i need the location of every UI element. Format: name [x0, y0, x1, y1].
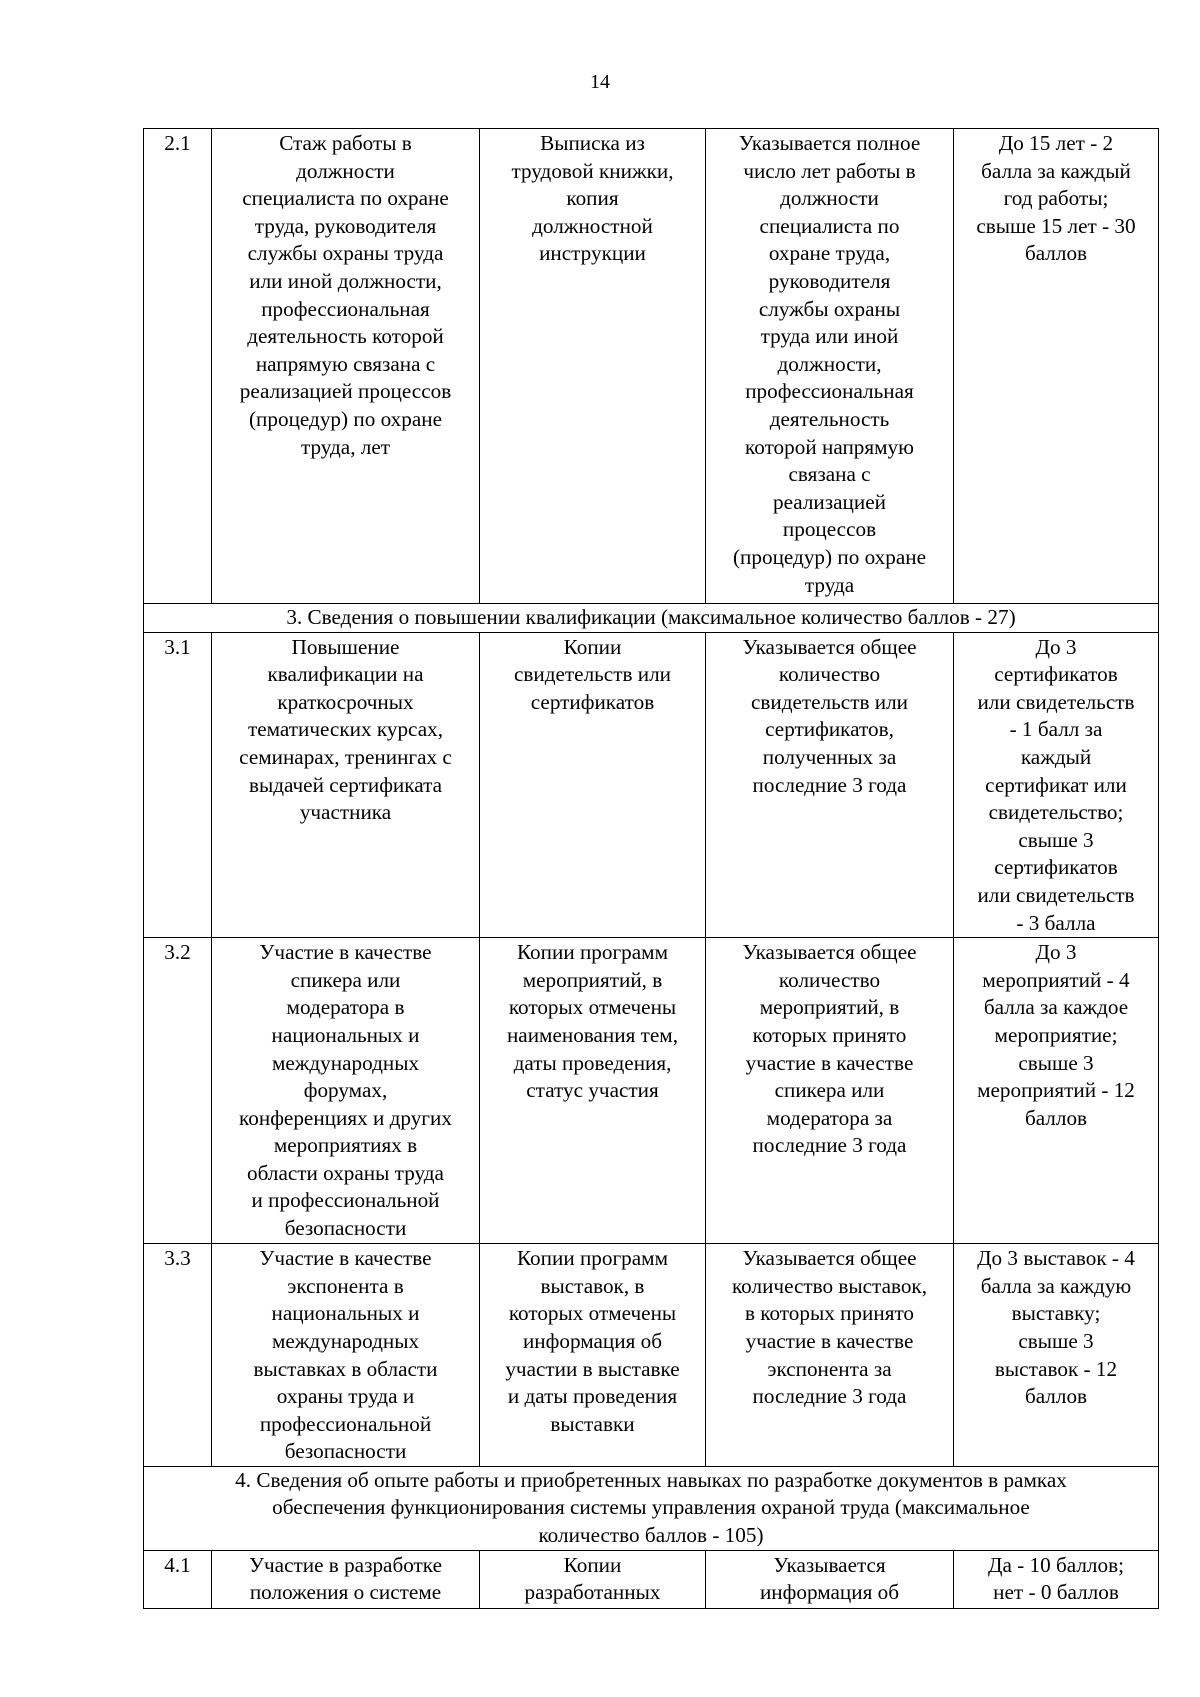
section-heading: 3. Сведения о повышении квалификации (максимальное количество баллов - 27)	[286, 605, 1016, 629]
documents-text: Выписка из трудовой книжки, копия должностной инструкции	[511, 131, 674, 266]
documents-text: Копии свидетельств или сертификатов	[513, 634, 672, 714]
row-number: 3.2	[164, 940, 191, 965]
documents-cell	[480, 129, 706, 604]
method-text: Указывается общее количество мероприятий, в которых принято участие в качестве спикера или модератора за последние 3 года	[742, 940, 917, 1158]
criterion-cell	[212, 632, 480, 938]
documents-text: Копии программ выставок, в которых отмечены информация об участии в выставке и даты проведения выставки	[505, 1246, 680, 1436]
table-row	[144, 1244, 1159, 1467]
method-cell	[706, 632, 954, 938]
row-number: 3.3	[164, 1246, 191, 1271]
points-cell	[954, 129, 1159, 604]
points-cell	[954, 632, 1159, 938]
table-row	[144, 1550, 1159, 1608]
criterion-cell	[212, 1550, 480, 1608]
points-text: До 15 лет - 2 балла за каждый год работы; свыше 15 лет - 30 баллов	[976, 131, 1136, 266]
points-cell	[954, 1244, 1159, 1467]
row-number: 2.1	[164, 131, 191, 155]
method-cell	[706, 129, 954, 604]
row-number-cell	[144, 129, 212, 604]
page-number: 14	[590, 71, 610, 93]
row-number-cell	[144, 1550, 212, 1608]
method-text: Указывается информация об	[759, 1552, 900, 1605]
method-text: Указывается общее количество выставок, в которых принято участие в качестве экспонента за последние 3 года	[731, 1246, 928, 1409]
points-text: До 3 мероприятий - 4 балла за каждое мероприятие; свыше 3 мероприятий - 12 баллов	[977, 940, 1135, 1130]
table-row	[144, 938, 1159, 1244]
method-text: Указывается общее количество свидетельств или сертификатов, полученных за последние 3 года	[742, 634, 917, 797]
section-row	[144, 1466, 1159, 1550]
method-cell	[706, 1244, 954, 1467]
points-text: До 3 выставок - 4 балла за каждую выставку; свыше 3 выставок - 12 баллов	[977, 1246, 1135, 1409]
criterion-text: Участие в качестве спикера или модератора в национальных и международных форумах, конференциях и других мероприятиях в области охраны труда и профессиональной безопасности	[239, 940, 452, 1241]
row-number-cell	[144, 938, 212, 1244]
criterion-text: Участие в качестве экспонента в национальных и международных выставках в области охраны труда и профессиональной безопасности	[253, 1246, 438, 1464]
points-text: Да - 10 баллов; нет - 0 баллов	[988, 1552, 1124, 1605]
row-number: 3.1	[164, 634, 191, 659]
documents-cell	[480, 1550, 706, 1608]
section-row	[144, 604, 1159, 633]
criterion-cell	[212, 1244, 480, 1467]
points-cell	[954, 938, 1159, 1244]
method-cell	[706, 938, 954, 1244]
documents-cell	[480, 1244, 706, 1467]
criterion-cell	[212, 938, 480, 1244]
table-row	[144, 129, 1159, 604]
criterion-text: Стаж работы в должности специалиста по охране труда, руководителя службы охраны труда или иной должности, профессиональная деятельность которой напрямую связана с реализацией процессов (процедур) по охране труда, лет	[239, 131, 452, 459]
method-text: Указывается полное число лет работы в должности специалиста по охране труда, руководителя службы охраны труда или иной должности, профессиональная деятельность которой напрямую связана с реализацией процессов (процедур) по охране труда	[733, 131, 926, 597]
method-cell	[706, 1550, 954, 1608]
section-heading-cell	[144, 1466, 1159, 1550]
documents-cell	[480, 938, 706, 1244]
section-heading: 4. Сведения об опыте работы и приобретенных навыках по разработке документов в рамках обеспечения функционирования системы управления охраной труда (максимальное количество баллов - 105)	[235, 1467, 1067, 1548]
criterion-cell	[212, 129, 480, 604]
row-number-cell	[144, 632, 212, 938]
documents-text: Копии программ мероприятий, в которых отмечены наименования тем, даты проведения, статус участия	[506, 940, 679, 1103]
criterion-text: Участие в разработке положения о системе	[249, 1552, 442, 1605]
points-cell	[954, 1550, 1159, 1608]
row-number: 4.1	[164, 1552, 191, 1577]
documents-text: Копии разработанных	[524, 1552, 661, 1605]
section-heading-cell	[144, 604, 1159, 633]
criteria-table	[143, 128, 1159, 1609]
row-number-cell	[144, 1244, 212, 1467]
points-text: До 3 сертификатов или свидетельств - 1 балл за каждый сертификат или свидетельство; свыше 3 сертификатов или свидетельств - 3 балла	[977, 634, 1135, 935]
table-row	[144, 632, 1159, 938]
criterion-text: Повышение квалификации на краткосрочных тематических курсах, семинарах, тренингах с выдачей сертификата участника	[239, 634, 452, 825]
documents-cell	[480, 632, 706, 938]
